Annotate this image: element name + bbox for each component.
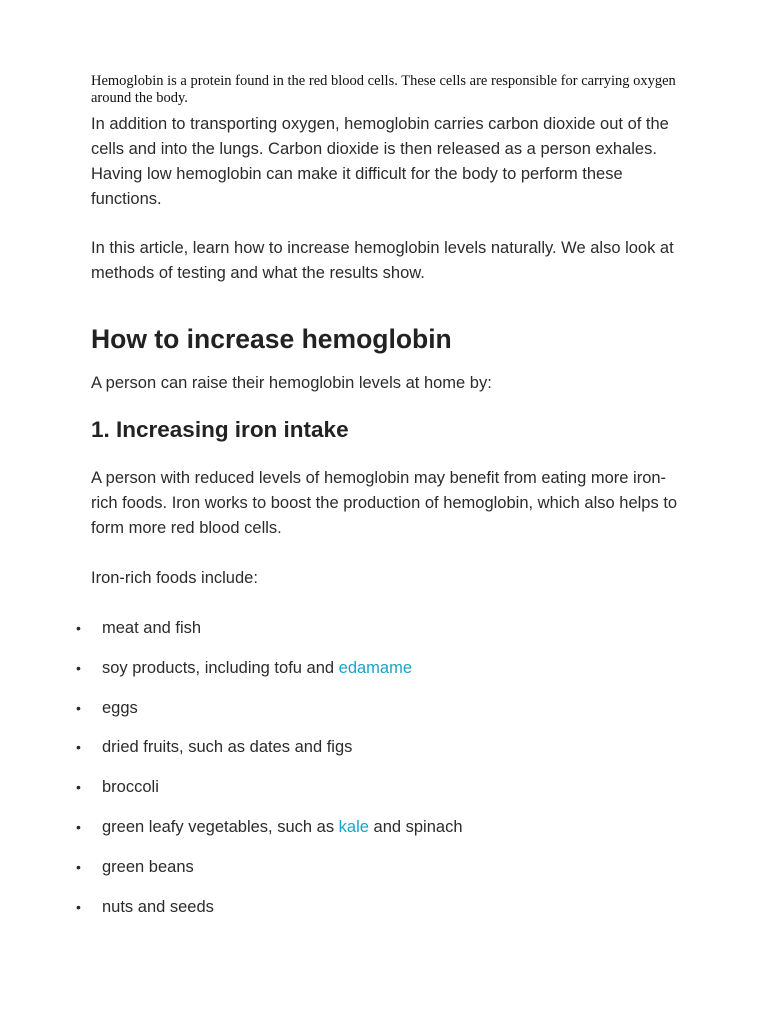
bullet-icon: •	[76, 739, 81, 756]
edamame-link[interactable]: edamame	[338, 658, 413, 677]
bullet-icon: •	[76, 659, 81, 676]
list-item	[0, 895, 700, 935]
list-item-text: dried fruits, such as dates and figs	[102, 738, 353, 757]
subsection-heading: 1. Increasing iron intake	[91, 417, 349, 442]
section-lead: A person can raise their hemoglobin levels at home by:	[91, 374, 492, 392]
list-item	[0, 656, 700, 696]
paragraph-article-summary: In this article, learn how to increase hemoglobin levels naturally. We also look at methods of testing and what the results show.	[91, 239, 674, 282]
list-item	[0, 775, 700, 815]
list-item-text: green beans	[102, 857, 194, 876]
bullet-icon: •	[76, 858, 81, 875]
paragraph-iron-intake: A person with reduced levels of hemoglobin may benefit from eating more iron-rich foods. Iron works to boost the production of hemoglobin, which also helps to form more red blood cells.	[91, 469, 678, 537]
kale-link[interactable]: kale	[338, 817, 369, 836]
list-item-text: green leafy vegetables, such as kale and spinach	[102, 817, 463, 836]
bullet-icon: •	[76, 779, 81, 796]
bullet-icon: •	[76, 699, 81, 716]
bullet-icon: •	[76, 818, 81, 835]
list-item	[0, 815, 700, 855]
iron-foods-list	[0, 616, 700, 934]
paragraph-transport: In addition to transporting oxygen, hemoglobin carries carbon dioxide out of the cells and into the lungs. Carbon dioxide is then released as a person exhales. Having low hemoglobin can make it difficult for the body to perform these functions.	[91, 115, 669, 208]
list-item	[0, 696, 700, 736]
intro-text: Hemoglobin is a protein found in the red blood cells. These cells are responsible for carrying oxygen around the body.	[91, 73, 676, 106]
list-item-text: meat and fish	[102, 619, 202, 637]
list-item	[0, 855, 700, 895]
list-item	[0, 735, 700, 775]
list-item-text: broccoli	[102, 778, 159, 797]
list-item	[0, 616, 700, 656]
list-item-text: soy products, including tofu and edamame	[102, 658, 413, 677]
bullet-icon: •	[76, 898, 81, 915]
bullet-icon: •	[76, 620, 81, 636]
list-item-text: eggs	[102, 698, 138, 717]
list-item-text: nuts and seeds	[102, 897, 214, 916]
list-intro: Iron-rich foods include:	[91, 569, 258, 587]
section-heading: How to increase hemoglobin	[91, 324, 452, 354]
